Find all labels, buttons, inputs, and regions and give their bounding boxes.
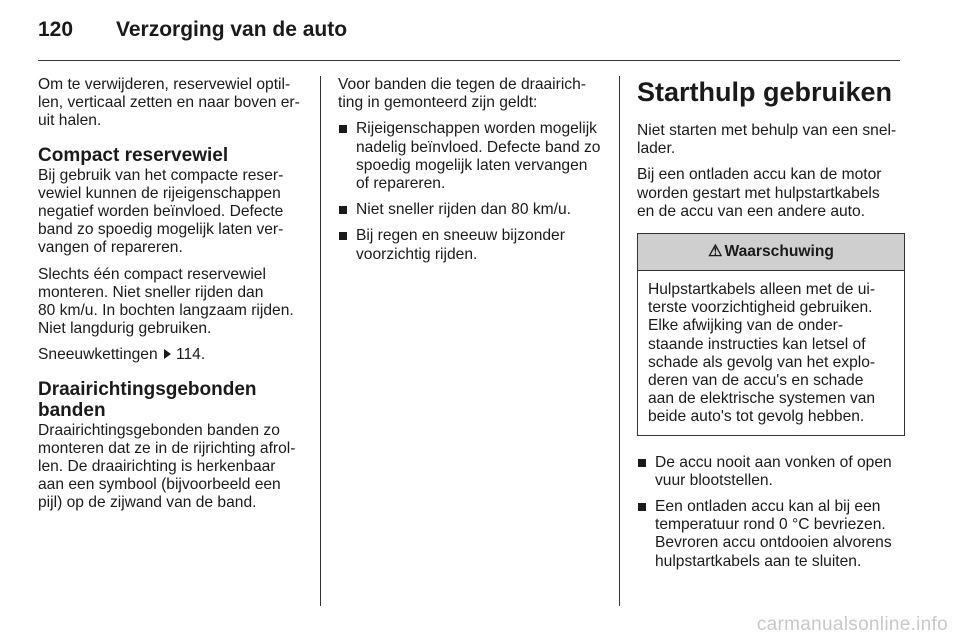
list-item: Niet sneller rijden dan 80 km/u. xyxy=(338,201,608,219)
reverse-mounted-list xyxy=(338,120,608,263)
warning-header xyxy=(638,234,904,271)
column-3 xyxy=(637,76,905,579)
directional-tyres-heading: Draairichtingsgebonden banden xyxy=(38,378,257,421)
warning-icon: ⚠ xyxy=(708,242,723,260)
column-1 xyxy=(38,76,308,521)
header-rule xyxy=(38,60,900,61)
column-divider-1 xyxy=(320,76,321,606)
watermark: carmanualsonline.info xyxy=(756,614,948,635)
snow-chains-reference xyxy=(38,346,308,364)
reverse-mounted-intro: Voor banden die tegen de draairich- ting in gemonteerd zijn geldt: xyxy=(338,76,586,112)
directional-tyres-paragraph: Draairichtingsgebonden banden zo monteren dat ze in de rijrichting afrol- len. De draairichting is herkenbaar aan een symbool (bijvoorbeeld een pijl) op de zijwand van de band. xyxy=(38,421,296,512)
compact-spare-heading: Compact reservewiel xyxy=(38,144,229,166)
snow-chains-label: Sneeuwkettingen xyxy=(38,346,158,364)
page-reference-icon xyxy=(164,349,171,359)
column-2 xyxy=(338,76,608,272)
page-number: 120 xyxy=(38,18,74,41)
list-item: Rijeigenschappen worden mogelijk nadelig beïnvloed. Defecte band zo spoedig mogelijk laten vervangen of repareren. xyxy=(338,120,608,193)
list-item: De accu nooit aan vonken of open vuur blootstellen. xyxy=(637,454,905,490)
jump-start-paragraph-2: Bij een ontladen accu kan de motor worden gestart met hulpstartkabels en de accu van een andere auto. xyxy=(637,166,882,220)
jump-start-list xyxy=(637,454,905,571)
warning-title: Waarschuwing xyxy=(724,242,834,260)
list-item: Bij regen en sneeuw bijzonder voorzichtig rijden. xyxy=(338,227,608,263)
page-title: Verzorging van de auto xyxy=(116,18,348,41)
intro-paragraph: Om te verwijderen, reservewiel optil- len, verticaal zetten en naar boven er- uit halen. xyxy=(38,76,300,130)
snow-chains-page: 114. xyxy=(176,346,206,364)
compact-spare-paragraph-2: Slechts één compact reservewiel monteren. Niet sneller rijden dan 80 km/u. In bochten langzaam rijden. Niet langdurig gebruiken. xyxy=(38,265,294,338)
jump-start-paragraph-1: Niet starten met behulp van een snel- lader. xyxy=(637,122,897,158)
list-item: Een ontladen accu kan al bij een temperatuur rond 0 °C bevriezen. Bevroren accu ontdooien alvorens hulpstartkabels aan te sluiten. xyxy=(637,498,905,571)
warning-text: Hulpstartkabels alleen met de ui- terste voorzichtigheid gebruiken. Elke afwijking van de onder- staande instructies kan letsel of schade als gevolg van het explo- deren van de accu's en schade aan de elektrische systemen van beide auto's tot gevolg hebben. xyxy=(648,281,876,426)
jump-start-heading: Starthulp gebruiken xyxy=(637,77,893,107)
compact-spare-paragraph-1: Bij gebruik van het compacte reser- vewiel kunnen de rijeigenschappen negatief worden beïnvloed. Defecte band zo spoedig mogelijk laten ver- vangen of repareren. xyxy=(38,166,284,257)
column-divider-2 xyxy=(619,76,620,606)
warning-box xyxy=(637,233,905,436)
